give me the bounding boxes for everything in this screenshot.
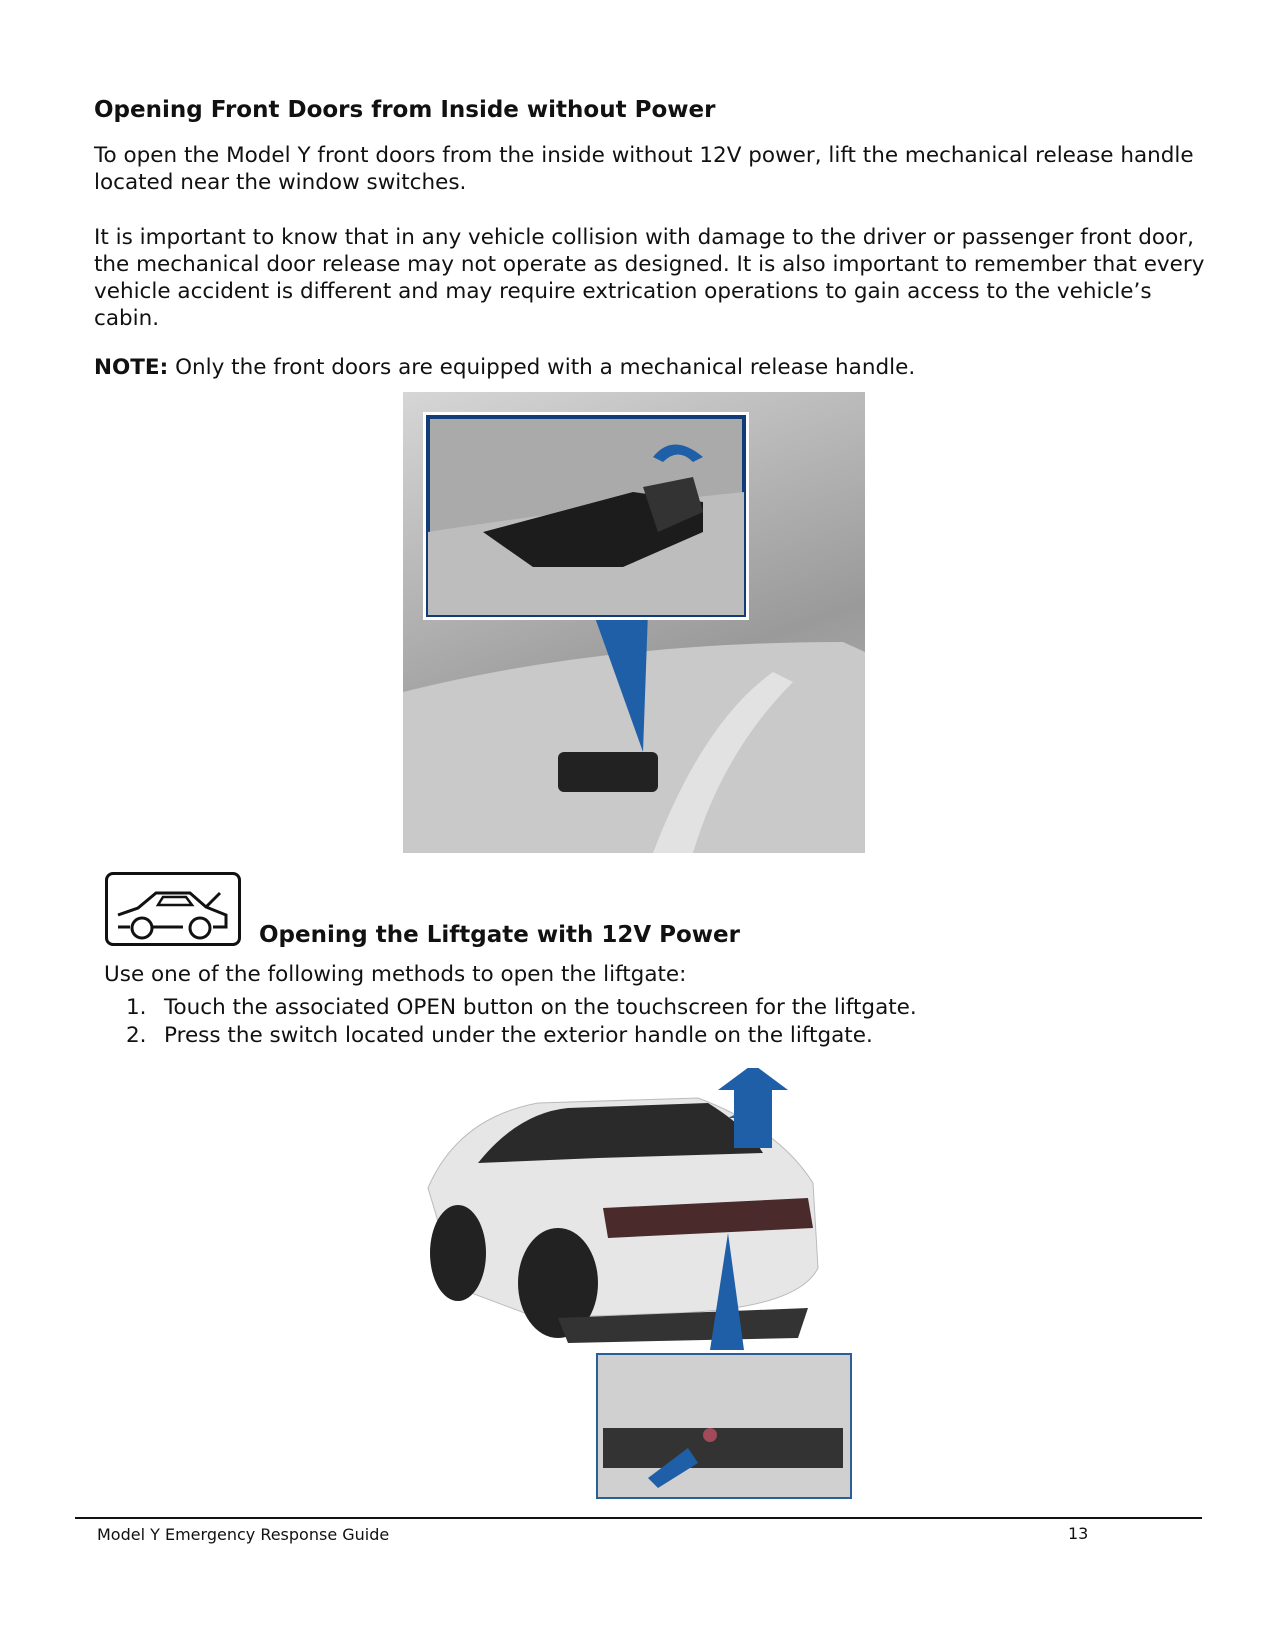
liftgate-car-icon xyxy=(105,872,241,946)
car-outline-icon xyxy=(108,875,238,943)
footer-title: Model Y Emergency Response Guide xyxy=(97,1525,390,1544)
paragraph-front-doors: To open the Model Y front doors from the inside without 12V power, lift the mechanical release handle located near the window switches. xyxy=(94,143,1194,195)
footer-rule xyxy=(75,1517,1202,1519)
door-panel-drawing xyxy=(403,392,865,853)
liftgate-illustration xyxy=(418,1068,858,1500)
note-text: Only the front doors are equipped with a mechanical release handle. xyxy=(168,355,916,380)
list-item xyxy=(126,1022,917,1050)
note xyxy=(94,354,1214,381)
liftgate-steps xyxy=(126,994,917,1050)
paragraph-collision: It is important to know that in any vehicle collision with damage to the driver or passenger front door, the mechanical door release may not operate as designed. It is also important to remember that every vehicle accident is different and may require extrication operations to gain access to the vehicle’s cabin. xyxy=(94,225,1205,331)
step-number: 1. xyxy=(126,995,147,1020)
page-number: 13 xyxy=(1068,1524,1089,1543)
section-heading-front-doors: Opening Front Doors from Inside without Power xyxy=(94,97,716,123)
step-text: Touch the associated OPEN button on the touchscreen for the liftgate. xyxy=(164,995,917,1020)
section-heading-liftgate: Opening the Liftgate with 12V Power xyxy=(259,922,740,948)
step-text: Press the switch located under the exterior handle on the liftgate. xyxy=(164,1023,873,1048)
list-item xyxy=(126,994,917,1022)
liftgate-intro: Use one of the following methods to open the liftgate: xyxy=(104,962,687,987)
door-release-illustration xyxy=(403,392,865,853)
step-number: 2. xyxy=(126,1023,147,1048)
note-label: NOTE: xyxy=(94,355,169,380)
